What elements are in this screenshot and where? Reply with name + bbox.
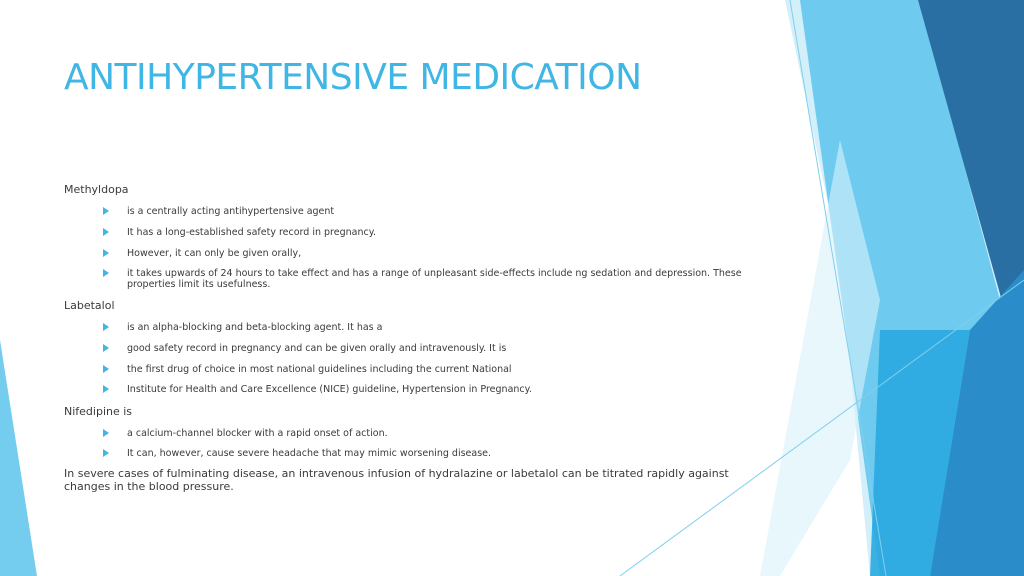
section-heading-labetalol: Labetalol <box>64 299 115 312</box>
bullet-text: is a centrally acting antihypertensive agent <box>127 206 335 217</box>
bullet-arrow-icon <box>103 344 109 352</box>
bullet-text: it takes upwards of 24 hours to take effect and has a range of unpleasant side-effects include ng sedation and depression. These properties limit its usefulness. <box>127 268 742 290</box>
bullet-arrow-icon <box>103 429 109 437</box>
bullet-arrow-icon <box>103 249 109 257</box>
section-heading-nifedipine: Nifedipine is <box>64 405 133 418</box>
left-accent-shape <box>0 340 37 576</box>
bullet-arrow-icon <box>103 449 109 457</box>
bullet-arrow-icon <box>103 269 109 277</box>
bullet-arrow-icon <box>103 385 109 393</box>
bullet-text: It can, however, cause severe headache that may mimic worsening disease. <box>127 448 492 459</box>
bullet-text: It has a long-established safety record in pregnancy. <box>127 227 376 238</box>
bullet-arrow-icon <box>103 228 109 236</box>
bullet-text: However, it can only be given orally, <box>127 248 302 259</box>
bullet-text: the first drug of choice in most national guidelines including the current National <box>127 364 512 375</box>
bullet-arrow-icon <box>103 365 109 373</box>
bullet-text: is an alpha-blocking and beta-blocking agent. It has a <box>127 322 383 333</box>
bullet-text: a calcium-channel blocker with a rapid onset of action. <box>127 428 388 439</box>
closing-paragraph: In severe cases of fulminating disease, an intravenous infusion of hydralazine or labetalol can be titrated rapidly against changes in the blood pressure. <box>64 467 729 493</box>
slide-title: ANTIHYPERTENSIVE MEDICATION <box>64 57 642 98</box>
bullet-text: good safety record in pregnancy and can be given orally and intravenously. It is <box>127 343 507 354</box>
bullet-arrow-icon <box>103 323 109 331</box>
section-heading-methyldopa: Methyldopa <box>64 183 129 196</box>
bullet-text: Institute for Health and Care Excellence (NICE) guideline, Hypertension in Pregnancy. <box>127 384 532 395</box>
bullet-arrow-icon <box>103 207 109 215</box>
